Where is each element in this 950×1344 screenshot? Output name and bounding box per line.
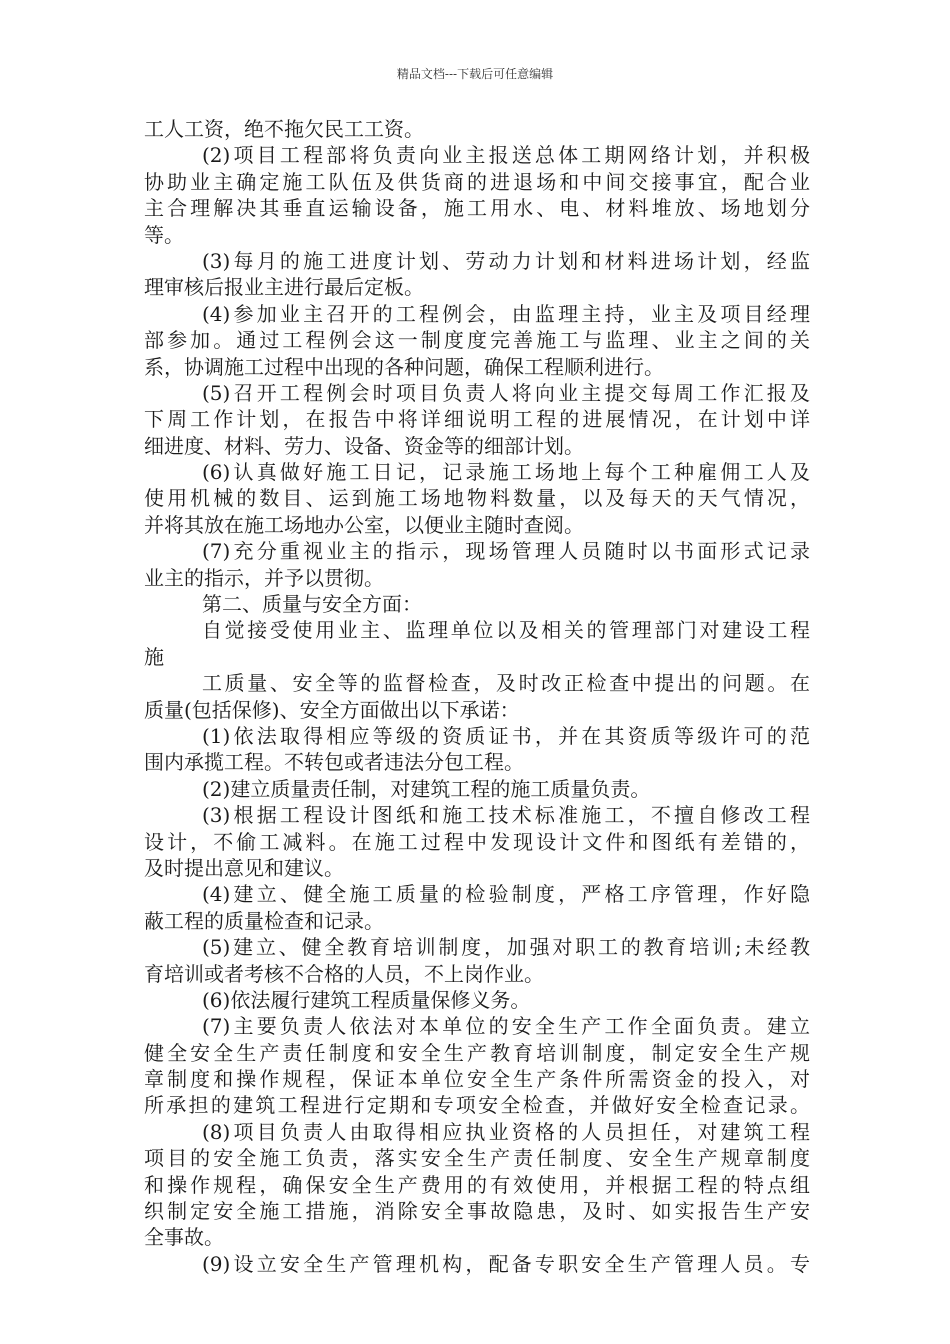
text-line: (7)充分重视业主的指示，现场管理人员随时以书面形式记录 xyxy=(202,539,810,564)
text-line: 等。 xyxy=(144,222,184,247)
text-line: 部参加。通过工程例会这一制度度完善施工与监理、业主之间的关 xyxy=(144,328,810,353)
text-line: (6)依法履行建筑工程质量保修义务。 xyxy=(202,987,531,1012)
text-line: 使用机械的数目、运到施工场地物料数量，以及每天的天气情况， xyxy=(144,486,810,511)
text-line: (5)召开工程例会时项目负责人将向业主提交每周工作汇报及 xyxy=(202,380,810,405)
text-line: 主合理解决其垂直运输设备，施工用水、电、材料堆放、场地划分 xyxy=(144,196,810,221)
text-line: (8)项目负责人由取得相应执业资格的人员担任，对建筑工程 xyxy=(202,1119,810,1144)
text-line: 系，协调施工过程中出现的各种问题，确保工程顺利进行。 xyxy=(144,354,664,379)
text-line: (7)主要负责人依法对本单位的安全生产工作全面负责。建立 xyxy=(202,1014,810,1039)
text-line: 理审核后报业主进行最后定板。 xyxy=(144,275,424,300)
text-line: (6)认真做好施工日记，记录施工场地上每个工种雇佣工人及 xyxy=(202,460,810,485)
text-line: 第二、质量与安全方面： xyxy=(202,592,422,617)
text-line: 施 xyxy=(144,644,164,669)
text-line: (5)建立、健全教育培训制度，加强对职工的教育培训;未经教 xyxy=(202,935,810,960)
text-line: 章制度和操作规程，保证本单位安全生产条件所需资金的投入，对 xyxy=(144,1067,810,1092)
text-line: 育培训或者考核不合格的人员，不上岗作业。 xyxy=(144,961,544,986)
text-line: 和操作规程，确保安全生产费用的有效使用，并根据工程的特点组 xyxy=(144,1172,810,1197)
text-line: 项目的安全施工负责，落实安全生产责任制度、安全生产规章制度 xyxy=(144,1146,810,1171)
text-line: 及时提出意见和建议。 xyxy=(144,855,344,880)
text-line: (2)项目工程部将负责向业主报送总体工期网络计划，并积极 xyxy=(202,143,810,168)
text-line: 工质量、安全等的监督检查，及时改正检查中提出的问题。在 xyxy=(202,671,810,696)
text-line: 全事故。 xyxy=(144,1225,224,1250)
text-line: 所承担的建筑工程进行定期和专项安全检查，并做好安全检查记录。 xyxy=(144,1093,810,1118)
text-line: 下周工作计划，在报告中将详细说明工程的进展情况，在计划中详 xyxy=(144,407,810,432)
text-line: 织制定安全施工措施，消除安全事故隐患，及时、如实报告生产安 xyxy=(144,1199,810,1224)
text-line: 健全安全生产责任制度和安全生产教育培训制度，制定安全生产规 xyxy=(144,1040,810,1065)
text-line: 蔽工程的质量检查和记录。 xyxy=(144,908,384,933)
text-line: 围内承揽工程。不转包或者违法分包工程。 xyxy=(144,750,524,775)
text-line: 设计，不偷工减料。在施工过程中发现设计文件和图纸有差错的， xyxy=(144,829,810,854)
page-header: 精品文档---下载后可任意编辑 xyxy=(396,67,554,81)
text-line: (4)建立、健全施工质量的检验制度，严格工序管理，作好隐 xyxy=(202,882,810,907)
text-line: (3)每月的施工进度计划、劳动力计划和材料进场计划，经监 xyxy=(202,248,810,273)
text-line: 并将其放在施工场地办公室，以便业主随时查阅。 xyxy=(144,512,584,537)
text-line: (1)依法取得相应等级的资质证书，并在其资质等级许可的范 xyxy=(202,723,810,748)
text-line: 自觉接受使用业主、监理单位以及相关的管理部门对建设工程 xyxy=(202,618,810,643)
text-line: 细进度、材料、劳力、设备、资金等的细部计划。 xyxy=(144,433,584,458)
text-line: (2)建立质量责任制，对建筑工程的施工质量负责。 xyxy=(202,776,651,801)
text-line: 协助业主确定施工队伍及供货商的进退场和中间交接事宜，配合业 xyxy=(144,169,810,194)
text-line: (4)参加业主召开的工程例会，由监理主持，业主及项目经理 xyxy=(202,301,810,326)
text-line: (9)设立安全生产管理机构，配备专职安全生产管理人员。专 xyxy=(202,1251,810,1276)
document-body xyxy=(144,116,810,1277)
text-line: 工人工资，绝不拖欠民工工资。 xyxy=(144,117,424,141)
text-line: 质量(包括保修)、安全方面做出以下承诺： xyxy=(144,697,520,722)
text-line: (3)根据工程设计图纸和施工技术标准施工，不擅自修改工程 xyxy=(202,803,810,828)
text-line: 业主的指示，并予以贯彻。 xyxy=(144,565,384,590)
